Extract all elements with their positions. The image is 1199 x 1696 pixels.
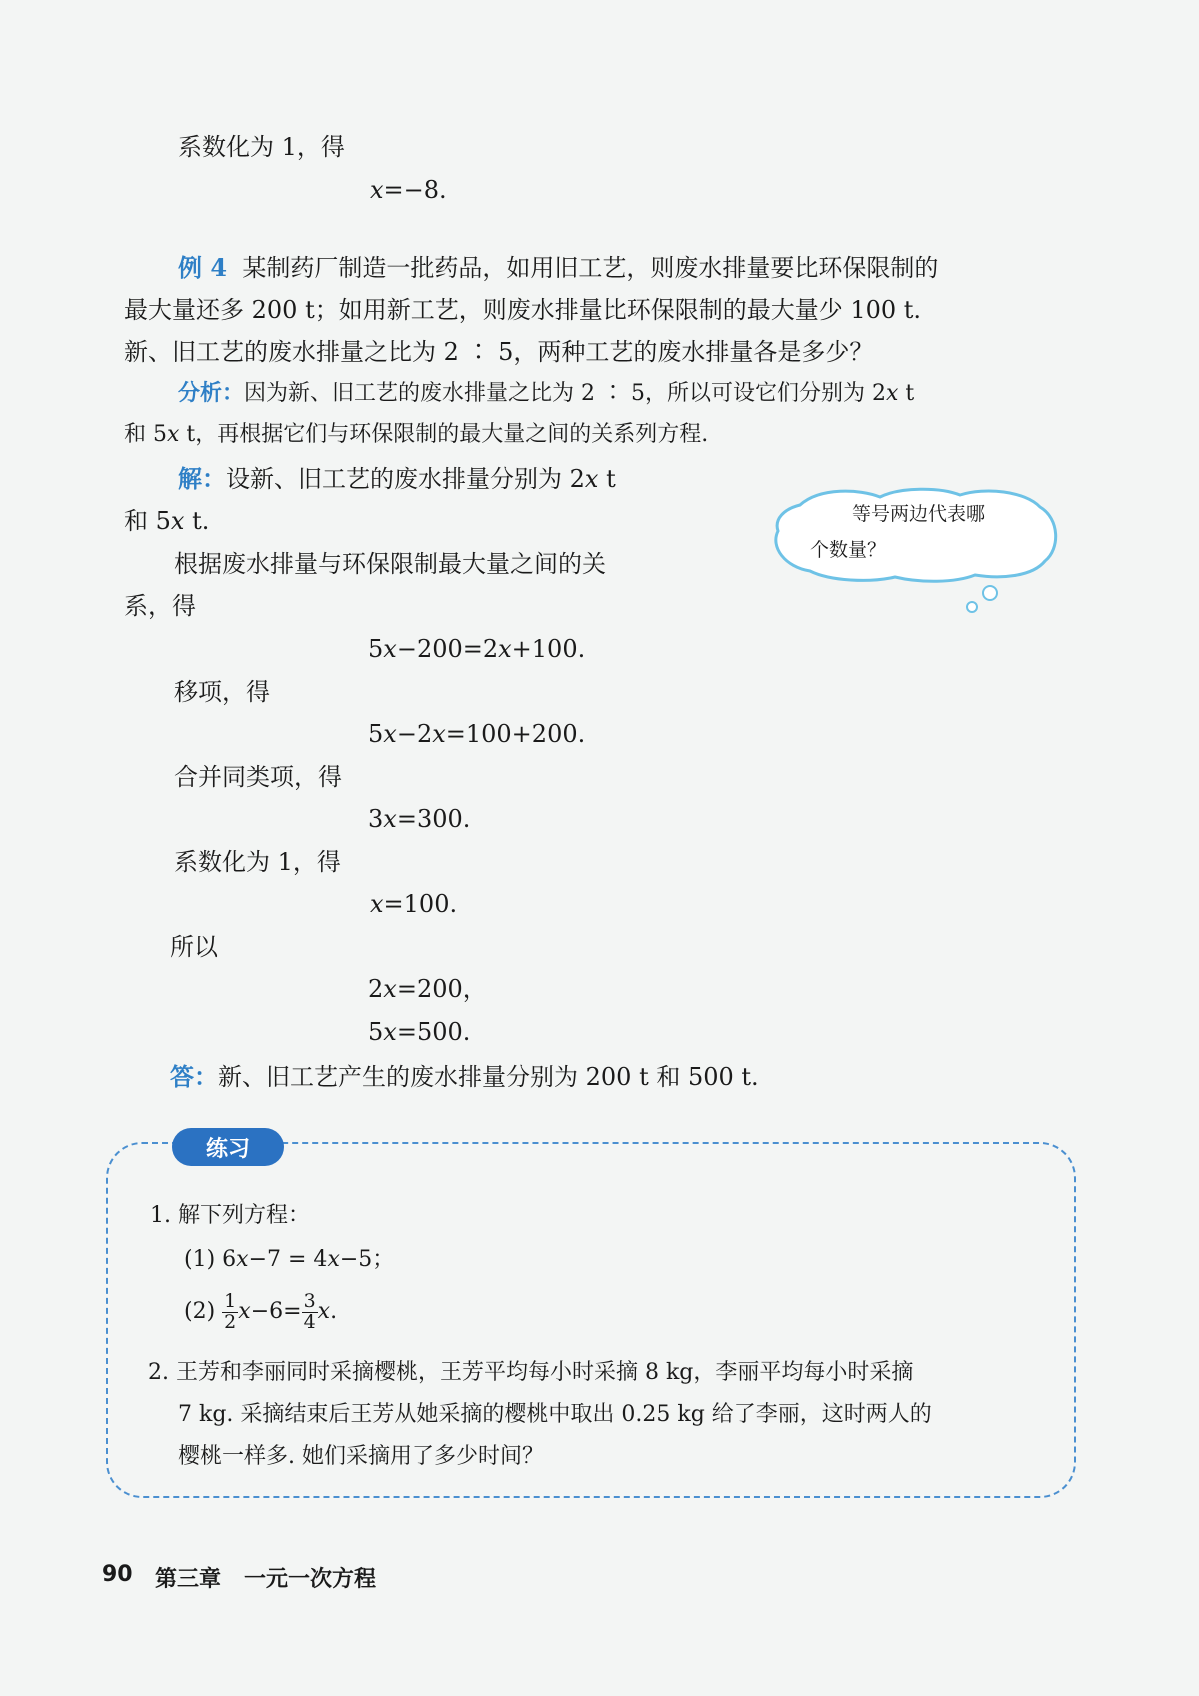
combine-terms-line: 合并同类项，得 [174, 763, 342, 791]
fraction-three-quarters: $\frac{3}{4}$ [303, 1289, 316, 1333]
chapter-label: 第三章 [155, 1567, 222, 1592]
page-number: 90 [102, 1562, 133, 1587]
chapter-title: 一元一次方程 [244, 1567, 377, 1592]
coef-line-top: 系数化为 1，得 [178, 133, 345, 161]
exercise-q1-1: (1) 6x−7 = 4x−5； [184, 1247, 395, 1272]
exercise-q1-2: (2) $\frac{1}{2}$ x−6= $\frac{3}{4}$ x. [184, 1289, 338, 1333]
solution-line3: 根据废水排量与环保限制最大量之间的关 [174, 550, 606, 578]
analysis-line1: 分析：因为新、旧工艺的废水排量之比为 2 ∶ 5，所以可设它们分别为 2x t [178, 380, 915, 406]
solution-label: 解： [178, 464, 226, 493]
solution-line4: 系，得 [124, 592, 196, 620]
so-line: 所以 [170, 933, 218, 961]
equation-1: 5x−200=2x+100. [368, 635, 586, 663]
equation-2: 5x−2x=100+200. [368, 720, 586, 748]
equation-3: 3x=300. [368, 805, 471, 833]
equation-5: 2x=200， [368, 975, 487, 1003]
answer-line: 答：新、旧工艺产生的废水排量分别为 200 t 和 500 t. [170, 1062, 759, 1091]
thought-cloud [770, 487, 1058, 579]
coef-line: 系数化为 1，得 [174, 848, 341, 876]
solution-line2: 和 5x t. [124, 507, 210, 535]
exercise-q2-line1: 2. 王芳和李丽同时采摘樱桃，王芳平均每小时采摘 8 kg，李丽平均每小时采摘 [148, 1360, 914, 1385]
move-terms-line: 移项，得 [174, 678, 270, 706]
answer-label: 答： [170, 1062, 218, 1091]
cloud-line2: 个数量？ [810, 539, 887, 561]
exercise-q2-line3: 樱桃一样多. 她们采摘用了多少时间？ [178, 1444, 544, 1469]
exercise-badge: 练习 [172, 1128, 284, 1166]
example4-line3: 新、旧工艺的废水排量之比为 2 ∶ 5，两种工艺的废水排量各是多少？ [124, 338, 874, 366]
analysis-label: 分析： [178, 380, 245, 406]
example4-line1: 例 4 某制药厂制造一批药品，如用旧工艺，则废水排量要比环保限制的 [178, 253, 939, 282]
analysis-line2: 和 5x t，再根据它们与环保限制的最大量之间的关系列方程. [124, 422, 709, 447]
example4-line2: 最大量还多 200 t；如用新工艺，则废水排量比环保限制的最大量少 100 t. [124, 296, 922, 324]
fraction-one-half: $\frac{1}{2}$ [224, 1289, 237, 1333]
cloud-line1: 等号两边代表哪 [852, 503, 986, 525]
equation-4: x=100. [370, 890, 458, 918]
solution-line1: 解：设新、旧工艺的废水排量分别为 2x t [178, 464, 616, 493]
exercise-q1: 1. 解下列方程： [150, 1203, 310, 1228]
exercise-q2-line2: 7 kg. 采摘结束后王芳从她采摘的樱桃中取出 0.25 kg 给了李丽，这时两人的 [178, 1402, 932, 1427]
equation-6: 5x=500. [368, 1018, 471, 1046]
example4-label: 例 4 [178, 253, 228, 282]
equation-x-neg8: x=−8. [370, 176, 447, 204]
